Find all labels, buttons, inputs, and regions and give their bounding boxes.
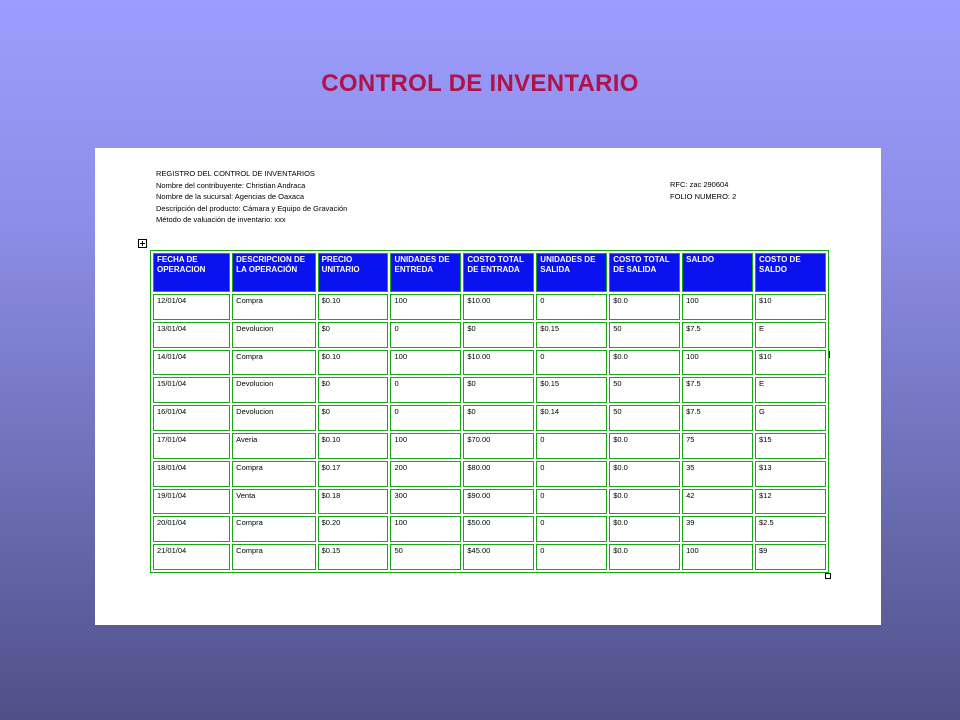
table-row (153, 377, 826, 403)
table-row (153, 350, 826, 376)
table-cell[interactable]: 300 (390, 489, 461, 515)
header-line-valuation: Método de valuación de inventario: xxx (156, 215, 286, 224)
table-cell[interactable]: 0 (536, 294, 607, 320)
table-cell[interactable]: $0.18 (318, 489, 389, 515)
table-cell[interactable]: 100 (682, 350, 753, 376)
table-cell[interactable]: $9 (755, 544, 826, 570)
table-cell[interactable]: $80.00 (463, 461, 534, 487)
table-row (153, 433, 826, 459)
table-cell[interactable]: G (755, 405, 826, 431)
table-body (153, 294, 826, 570)
table-cell[interactable]: 100 (390, 516, 461, 542)
table-cell[interactable]: 0 (536, 544, 607, 570)
table-row (153, 516, 826, 542)
table-cell[interactable]: Devolucion (232, 377, 315, 403)
table-cell[interactable]: $0.0 (609, 544, 680, 570)
table-cell[interactable]: $10 (755, 294, 826, 320)
register-header (156, 168, 347, 226)
column-header: PRECIO UNITARIO (318, 253, 389, 292)
table-cell[interactable]: $90.00 (463, 489, 534, 515)
table-cell[interactable]: $15 (755, 433, 826, 459)
table-cell[interactable]: $0.15 (536, 377, 607, 403)
table-resize-handle-icon[interactable] (825, 573, 831, 579)
header-line-product: Descripción del producto: Cámara y Equipo de Gravación (156, 203, 348, 213)
table-cell[interactable]: Compra (232, 516, 315, 542)
table-move-handle-icon[interactable] (138, 239, 147, 248)
table-cell[interactable]: 0 (536, 489, 607, 515)
header-line-branch: Nombre de la sucursal: Agencias de Oaxaca (156, 192, 304, 201)
table-cell[interactable]: $0.15 (318, 544, 389, 570)
table-cell[interactable]: 200 (390, 461, 461, 487)
table-cell[interactable]: Compra (232, 461, 315, 487)
table-cell[interactable]: 100 (682, 544, 753, 570)
table-cell[interactable]: 75 (682, 433, 753, 459)
table-cell[interactable]: $0.10 (318, 294, 389, 320)
table-cell[interactable]: 12/01/04 (153, 294, 230, 320)
table-cell[interactable]: 16/01/04 (153, 405, 230, 431)
table-cell[interactable]: E (755, 322, 826, 348)
table-cell[interactable]: 19/01/04 (153, 489, 230, 515)
column-header: UNIDADES DE SALIDA (536, 253, 607, 292)
table-cell[interactable]: 0 (536, 461, 607, 487)
table-cell[interactable]: 0 (390, 322, 461, 348)
header-line-contributor: Nombre del contribuyente: Christian Andraca (156, 180, 306, 190)
table-row (153, 322, 826, 348)
table-cell[interactable]: $45.00 (463, 544, 534, 570)
table-cell[interactable]: $10.00 (463, 350, 534, 376)
table-cell[interactable]: 20/01/04 (153, 516, 230, 542)
table-row (153, 544, 826, 570)
document-page (95, 148, 881, 625)
table-cell[interactable]: Devolucion (232, 322, 315, 348)
table-cell[interactable]: 0 (536, 350, 607, 376)
column-header: FECHA DE OPERACION (153, 253, 230, 292)
table-cell[interactable]: 100 (390, 433, 461, 459)
table-header-row (153, 253, 826, 292)
table-cell[interactable]: $0 (318, 405, 389, 431)
table-row (153, 461, 826, 487)
table-cell[interactable]: $50.00 (463, 516, 534, 542)
header-line-register: REGISTRO DEL CONTROL DE INVENTARIOS (156, 169, 315, 178)
table-cell[interactable]: $0 (318, 377, 389, 403)
table-row (153, 489, 826, 515)
table-cell[interactable]: $0 (463, 405, 534, 431)
table-cell[interactable]: Compra (232, 544, 315, 570)
table-cell[interactable]: Averia (232, 433, 315, 459)
table-cell[interactable]: 39 (682, 516, 753, 542)
table-cell[interactable]: 15/01/04 (153, 377, 230, 403)
table-cell[interactable]: 50 (609, 405, 680, 431)
table-cell[interactable]: $0.0 (609, 350, 680, 376)
header-line-folio: FOLIO NUMERO: 2 (670, 191, 737, 201)
table-cell[interactable]: 100 (390, 350, 461, 376)
table-cell[interactable]: $0.0 (609, 294, 680, 320)
header-line-rfc: RFC: zac 290604 (670, 180, 729, 189)
table-cell[interactable]: Devolucion (232, 405, 315, 431)
table-cell[interactable]: 18/01/04 (153, 461, 230, 487)
table-cell[interactable]: $7.5 (682, 405, 753, 431)
table-cell[interactable]: 42 (682, 489, 753, 515)
column-header: COSTO TOTAL DE SALIDA (609, 253, 680, 292)
table-cell[interactable]: E (755, 377, 826, 403)
table-cell[interactable]: $70.00 (463, 433, 534, 459)
table-cell[interactable]: $10 (755, 350, 826, 376)
table-cell[interactable]: Compra (232, 350, 315, 376)
table-cell[interactable]: 0 (390, 405, 461, 431)
table-cell[interactable]: $0.20 (318, 516, 389, 542)
table-cell[interactable]: $12 (755, 489, 826, 515)
column-header: COSTO TOTAL DE ENTRADA (463, 253, 534, 292)
table-cell[interactable]: $0 (318, 322, 389, 348)
table-cell[interactable]: Compra (232, 294, 315, 320)
table-cell[interactable]: $0.10 (318, 350, 389, 376)
table-cell[interactable]: 0 (536, 433, 607, 459)
inventory-table (150, 250, 829, 573)
table-cell[interactable]: $10.00 (463, 294, 534, 320)
table-cell[interactable]: Venta (232, 489, 315, 515)
table-cell[interactable]: $0.17 (318, 461, 389, 487)
table-cell[interactable]: $0.14 (536, 405, 607, 431)
table-cell[interactable]: 21/01/04 (153, 544, 230, 570)
table-cell[interactable]: 50 (390, 544, 461, 570)
table-cell[interactable]: $2.5 (755, 516, 826, 542)
table-cell[interactable]: 14/01/04 (153, 350, 230, 376)
table-cell[interactable]: $0 (463, 377, 534, 403)
table-row (153, 405, 826, 431)
register-header-right (670, 179, 736, 202)
table-cell[interactable]: $7.5 (682, 377, 753, 403)
table-cell[interactable]: $0.0 (609, 516, 680, 542)
table-cell[interactable]: $0.0 (609, 433, 680, 459)
table-cell[interactable]: 0 (390, 377, 461, 403)
slide-title: CONTROL DE INVENTARIO (321, 70, 639, 97)
table-cell[interactable]: $0.15 (536, 322, 607, 348)
table-cell[interactable]: 0 (536, 516, 607, 542)
table-cell[interactable]: 100 (682, 294, 753, 320)
table-cell[interactable]: 50 (609, 322, 680, 348)
table-cell[interactable]: $0 (463, 322, 534, 348)
column-header: COSTO DE SALDO (755, 253, 826, 292)
column-header: UNIDADES DE ENTREDA (390, 253, 461, 292)
table-cell[interactable]: $13 (755, 461, 826, 487)
column-header: DESCRIPCION DE LA OPERACIÓN (232, 253, 315, 292)
table-cell[interactable]: 50 (609, 377, 680, 403)
table-cell[interactable]: $0.0 (609, 461, 680, 487)
table-cell[interactable]: $0.0 (609, 489, 680, 515)
table-cell[interactable]: 35 (682, 461, 753, 487)
table-cell[interactable]: 13/01/04 (153, 322, 230, 348)
table-cell[interactable]: 17/01/04 (153, 433, 230, 459)
table-cell[interactable]: $0.10 (318, 433, 389, 459)
table-cell[interactable]: $7.5 (682, 322, 753, 348)
column-header: SALDO (682, 253, 753, 292)
table-cell[interactable]: 100 (390, 294, 461, 320)
table-row (153, 294, 826, 320)
